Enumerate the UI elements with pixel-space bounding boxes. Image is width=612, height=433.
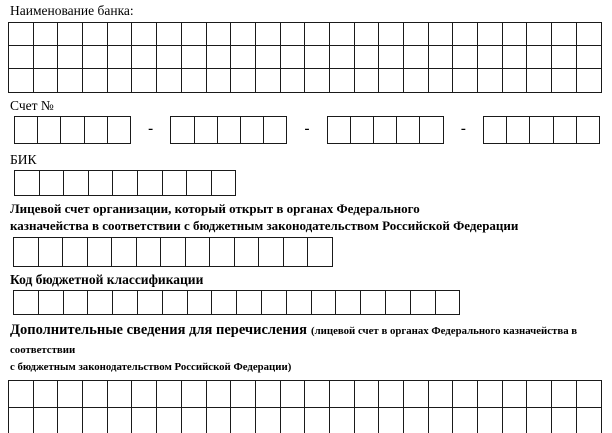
grid-cell[interactable] — [171, 117, 193, 144]
grid-cell[interactable] — [552, 23, 576, 45]
grid-cell[interactable] — [478, 69, 502, 91]
grid-cell[interactable] — [161, 238, 185, 266]
grid-cell[interactable] — [305, 408, 329, 433]
grid-cell[interactable] — [386, 291, 410, 315]
account-group-2 — [170, 116, 287, 145]
grid-cell[interactable] — [83, 69, 107, 91]
grid-cell[interactable] — [478, 46, 502, 68]
grid-cell[interactable] — [112, 238, 136, 266]
additional-info-line1: Дополнительные сведения для перечисления (лицевой счет в органах Федерального казначейства в соответствии — [10, 322, 578, 357]
grid-cell[interactable] — [453, 46, 477, 68]
grid-cell[interactable] — [237, 291, 261, 315]
grid-cell[interactable] — [34, 23, 58, 45]
grid-cell[interactable] — [330, 23, 354, 45]
grid-cell[interactable] — [355, 381, 379, 407]
grid-cell[interactable] — [138, 171, 162, 195]
grid-cell[interactable] — [163, 171, 187, 195]
grid-cell[interactable] — [241, 117, 263, 144]
grid-cell[interactable] — [137, 238, 161, 266]
grid-cell[interactable] — [478, 381, 502, 407]
grid-cell[interactable] — [9, 23, 33, 45]
grid-cell[interactable] — [453, 408, 477, 433]
grid-cell[interactable] — [58, 23, 82, 45]
grid-cell[interactable] — [108, 46, 132, 68]
grid-cell[interactable] — [89, 171, 113, 195]
grid-cell[interactable] — [61, 117, 83, 144]
grid-cell[interactable] — [157, 381, 181, 407]
grid-cell[interactable] — [308, 238, 332, 266]
grid-cell[interactable] — [207, 408, 231, 433]
grid-cell[interactable] — [195, 117, 217, 144]
grid-cell[interactable] — [577, 23, 601, 45]
bik-label: БИК — [10, 152, 37, 168]
grid-cell[interactable] — [379, 46, 403, 68]
bank-name-grid — [8, 22, 602, 93]
grid-cell[interactable] — [40, 171, 64, 195]
grid-cell[interactable] — [9, 408, 33, 433]
account-group-1 — [14, 116, 131, 145]
grid-cell[interactable] — [64, 171, 88, 195]
grid-cell[interactable] — [336, 291, 360, 315]
grid-cell[interactable] — [64, 291, 88, 315]
grid-cell[interactable] — [355, 69, 379, 91]
account-number-label: Счет № — [10, 97, 54, 113]
grid-cell[interactable] — [284, 238, 308, 266]
grid-cell[interactable] — [83, 381, 107, 407]
grid-cell[interactable] — [379, 408, 403, 433]
grid-cell[interactable] — [287, 291, 311, 315]
grid-cell[interactable] — [182, 23, 206, 45]
grid-cell[interactable] — [552, 46, 576, 68]
account-number-row — [14, 116, 600, 145]
grid-cell[interactable] — [507, 117, 529, 144]
grid-cell[interactable] — [436, 291, 460, 315]
grid-cell[interactable] — [503, 69, 527, 91]
grid-cell[interactable] — [218, 117, 240, 144]
grid-cell[interactable] — [157, 46, 181, 68]
grid-cell[interactable] — [527, 69, 551, 91]
grid-cell[interactable] — [256, 46, 280, 68]
grid-cell[interactable] — [305, 23, 329, 45]
additional-info-grid — [8, 380, 602, 433]
grid-cell[interactable] — [305, 69, 329, 91]
bik-grid — [14, 170, 236, 196]
grid-cell[interactable] — [113, 171, 137, 195]
grid-cell[interactable] — [163, 291, 187, 315]
grid-cell[interactable] — [231, 23, 255, 45]
grid-cell[interactable] — [404, 408, 428, 433]
grid-cell[interactable] — [577, 69, 601, 91]
grid-cell[interactable] — [328, 117, 350, 144]
grid-cell[interactable] — [361, 291, 385, 315]
grid-cell[interactable] — [281, 46, 305, 68]
grid-cell[interactable] — [207, 69, 231, 91]
grid-cell[interactable] — [503, 381, 527, 407]
grid-cell[interactable] — [34, 69, 58, 91]
grid-cell[interactable] — [411, 291, 435, 315]
grid-cell[interactable] — [305, 46, 329, 68]
grid-cell[interactable] — [420, 117, 442, 144]
kbk-label: Код бюджетной классификации — [10, 271, 204, 287]
grid-cell[interactable] — [281, 69, 305, 91]
grid-cell[interactable] — [9, 46, 33, 68]
grid-cell[interactable] — [9, 381, 33, 407]
grid-cell[interactable] — [379, 381, 403, 407]
grid-cell[interactable] — [478, 23, 502, 45]
grid-cell[interactable] — [256, 69, 280, 91]
grid-cell[interactable] — [63, 238, 87, 266]
grid-cell[interactable] — [527, 46, 551, 68]
grid-cell[interactable] — [157, 23, 181, 45]
grid-cell[interactable] — [207, 23, 231, 45]
grid-cell[interactable] — [330, 46, 354, 68]
grid-cell[interactable] — [262, 291, 286, 315]
grid-cell[interactable] — [379, 69, 403, 91]
grid-cell[interactable] — [478, 408, 502, 433]
grid-cell[interactable] — [305, 381, 329, 407]
grid-cell[interactable] — [212, 291, 236, 315]
grid-cell[interactable] — [88, 238, 112, 266]
grid-cell[interactable] — [231, 381, 255, 407]
grid-cell[interactable] — [484, 117, 506, 144]
grid-cell[interactable] — [14, 291, 38, 315]
grid-cell[interactable] — [9, 69, 33, 91]
grid-cell[interactable] — [429, 381, 453, 407]
grid-cell[interactable] — [58, 381, 82, 407]
grid-cell[interactable] — [404, 23, 428, 45]
grid-cell[interactable] — [453, 23, 477, 45]
grid-cell[interactable] — [312, 291, 336, 315]
grid-cell[interactable] — [34, 46, 58, 68]
grid-cell[interactable] — [404, 381, 428, 407]
grid-cell[interactable] — [453, 69, 477, 91]
grid-cell[interactable] — [355, 23, 379, 45]
grid-cell[interactable] — [503, 23, 527, 45]
grid-cell[interactable] — [530, 117, 552, 144]
grid-cell[interactable] — [429, 46, 453, 68]
grid-cell[interactable] — [231, 69, 255, 91]
grid-cell[interactable] — [157, 408, 181, 433]
grid-cell[interactable] — [132, 23, 156, 45]
grid-cell[interactable] — [186, 238, 210, 266]
grid-cell[interactable] — [527, 23, 551, 45]
grid-cell[interactable] — [404, 46, 428, 68]
grid-cell[interactable] — [108, 408, 132, 433]
grid-cell[interactable] — [58, 408, 82, 433]
grid-cell[interactable] — [15, 117, 37, 144]
grid-cell[interactable] — [132, 69, 156, 91]
grid-cell[interactable] — [577, 46, 601, 68]
grid-cell[interactable] — [397, 117, 419, 144]
grid-cell[interactable] — [34, 381, 58, 407]
grid-cell[interactable] — [235, 238, 259, 266]
grid-cell[interactable] — [85, 117, 107, 144]
grid-cell[interactable] — [182, 46, 206, 68]
grid-cell[interactable] — [355, 46, 379, 68]
grid-cell[interactable] — [379, 23, 403, 45]
grid-cell[interactable] — [132, 381, 156, 407]
grid-cell[interactable] — [281, 408, 305, 433]
grid-cell[interactable] — [83, 46, 107, 68]
grid-cell[interactable] — [281, 23, 305, 45]
grid-cell[interactable] — [207, 46, 231, 68]
grid-cell[interactable] — [182, 381, 206, 407]
grid-cell[interactable] — [108, 381, 132, 407]
grid-cell[interactable] — [210, 238, 234, 266]
grid-cell[interactable] — [207, 381, 231, 407]
grid-cell[interactable] — [14, 238, 38, 266]
grid-cell[interactable] — [187, 171, 211, 195]
grid-cell[interactable] — [552, 69, 576, 91]
additional-info-line2: с бюджетным законодательством Российской Федерации) — [10, 361, 292, 374]
grid-cell[interactable] — [34, 408, 58, 433]
treasury-account-label-line2: казначейства в соответствии с бюджетным законодательством Российской Федерации — [10, 217, 519, 233]
grid-cell[interactable] — [554, 117, 576, 144]
grid-cell[interactable] — [39, 291, 63, 315]
grid-cell[interactable] — [429, 23, 453, 45]
grid-cell[interactable] — [503, 46, 527, 68]
grid-cell[interactable] — [256, 408, 280, 433]
grid-cell[interactable] — [429, 408, 453, 433]
grid-cell[interactable] — [83, 408, 107, 433]
grid-cell[interactable] — [182, 69, 206, 91]
grid-cell[interactable] — [355, 408, 379, 433]
grid-cell[interactable] — [259, 238, 283, 266]
grid-cell[interactable] — [83, 23, 107, 45]
grid-cell[interactable] — [404, 69, 428, 91]
grid-cell[interactable] — [330, 408, 354, 433]
grid-cell[interactable] — [330, 381, 354, 407]
grid-cell[interactable] — [351, 117, 373, 144]
dash-separator: - — [460, 121, 466, 138]
grid-cell[interactable] — [256, 23, 280, 45]
dash-separator: - — [304, 121, 310, 138]
grid-cell[interactable] — [108, 23, 132, 45]
grid-cell[interactable] — [231, 46, 255, 68]
grid-cell[interactable] — [577, 381, 601, 407]
grid-cell[interactable] — [231, 408, 255, 433]
grid-cell[interactable] — [281, 381, 305, 407]
additional-info-label — [10, 321, 612, 376]
grid-cell[interactable] — [132, 408, 156, 433]
grid-cell[interactable] — [577, 117, 599, 144]
grid-cell[interactable] — [88, 291, 112, 315]
grid-cell[interactable] — [58, 69, 82, 91]
account-group-4 — [483, 116, 600, 145]
grid-cell[interactable] — [157, 69, 181, 91]
grid-cell[interactable] — [552, 381, 576, 407]
grid-cell[interactable] — [39, 238, 63, 266]
grid-cell[interactable] — [552, 408, 576, 433]
dash-separator: - — [148, 121, 154, 138]
grid-cell[interactable] — [138, 291, 162, 315]
grid-cell[interactable] — [330, 69, 354, 91]
grid-cell[interactable] — [15, 171, 39, 195]
grid-cell[interactable] — [182, 408, 206, 433]
grid-cell[interactable] — [264, 117, 286, 144]
grid-cell[interactable] — [212, 171, 236, 195]
grid-cell[interactable] — [256, 381, 280, 407]
grid-cell[interactable] — [503, 408, 527, 433]
grid-cell[interactable] — [527, 381, 551, 407]
grid-cell[interactable] — [132, 46, 156, 68]
grid-cell[interactable] — [374, 117, 396, 144]
grid-cell[interactable] — [38, 117, 60, 144]
grid-cell[interactable] — [108, 69, 132, 91]
treasury-account-label — [10, 200, 612, 234]
account-group-3 — [327, 116, 444, 145]
treasury-account-grid — [13, 237, 333, 267]
grid-cell[interactable] — [429, 69, 453, 91]
grid-cell[interactable] — [188, 291, 212, 315]
grid-cell[interactable] — [113, 291, 137, 315]
grid-cell[interactable] — [453, 381, 477, 407]
kbk-grid — [13, 290, 460, 316]
bank-name-label: Наименование банка: — [10, 3, 134, 18]
grid-cell[interactable] — [577, 408, 601, 433]
treasury-account-label-line1: Лицевой счет организации, который открыт в органах Федерального — [10, 200, 420, 216]
grid-cell[interactable] — [58, 46, 82, 68]
grid-cell[interactable] — [108, 117, 130, 144]
grid-cell[interactable] — [527, 408, 551, 433]
